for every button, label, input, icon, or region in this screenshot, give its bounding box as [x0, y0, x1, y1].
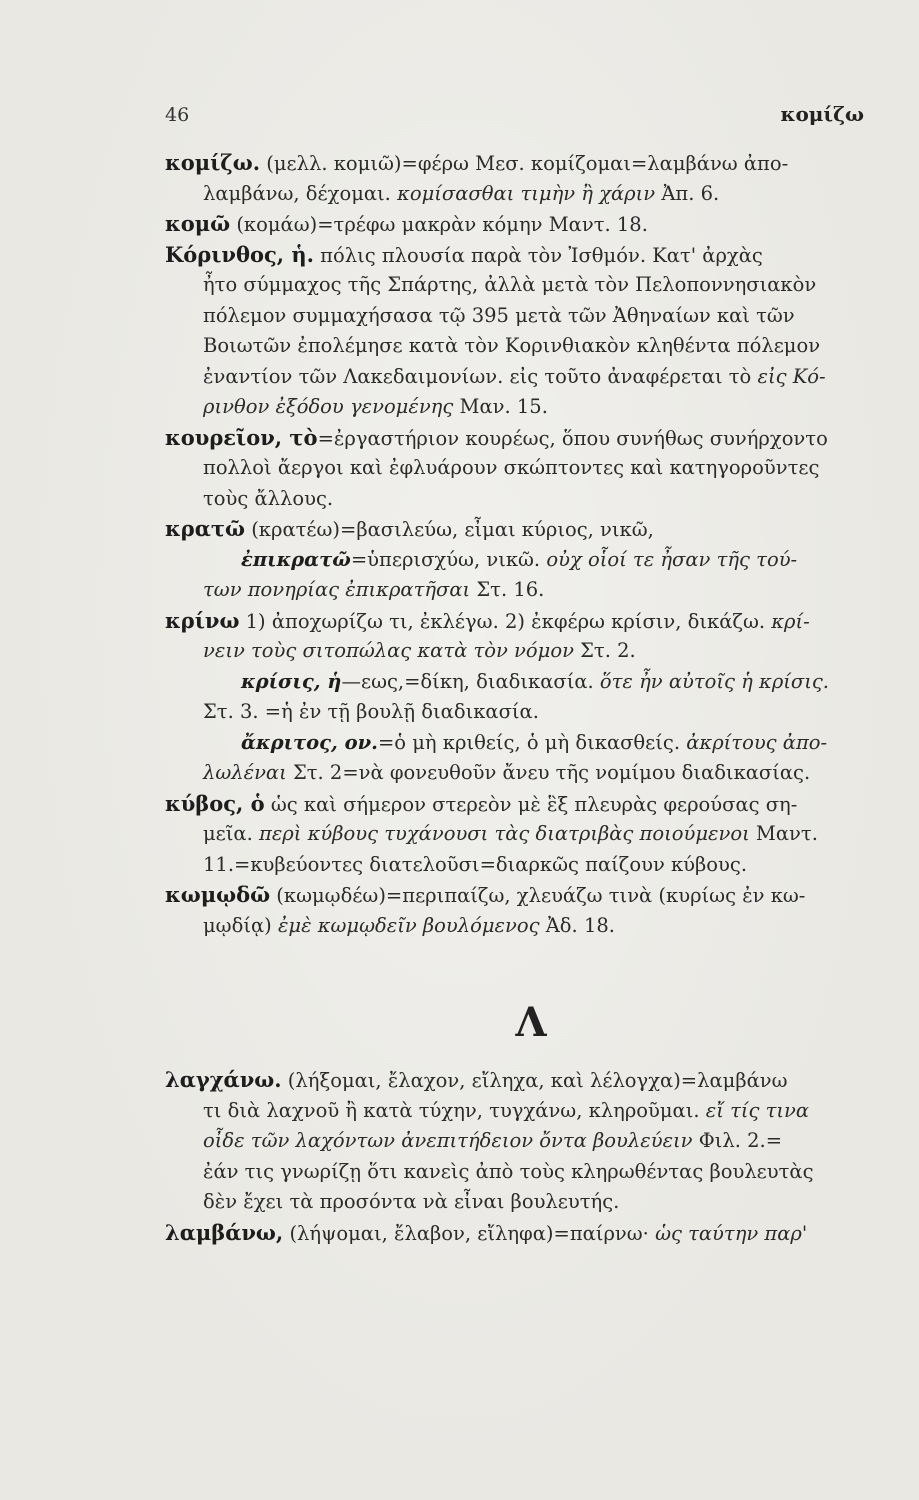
entry-line: [165, 270, 877, 301]
definition-text: λαμβάνω, δέχομαι.: [203, 181, 398, 205]
entry-line: [165, 789, 877, 820]
citation-text: εἴ τίς τινα: [705, 1098, 810, 1122]
citation-text: λωλέναι: [203, 761, 287, 784]
headword: Κόρινθος, ἡ.: [165, 241, 314, 267]
entry-line: [165, 392, 877, 423]
definition-text: (κωμῳδέω)=περιπαίζω, χλευάζω τινὰ (κυρίως ἐν κω-: [270, 884, 806, 907]
entry-line: [165, 179, 877, 210]
page-number: 46: [165, 104, 190, 126]
citation-text: νειν τοὺς σιτοπώλας κατὰ τὸν νόμον: [203, 639, 574, 662]
reference-text: Φιλ. 2.=: [692, 1129, 783, 1152]
headword: κρίνω: [165, 607, 240, 633]
dictionary-entry: [165, 148, 877, 209]
entry-line: [165, 758, 877, 789]
definition-text: =ἐργαστήριον κουρέως, ὅπου συνήθως συνήρχοντο: [317, 426, 828, 450]
dictionary-entry: [165, 606, 877, 789]
definition-text: τι διὰ λαχνοῦ ἢ κατὰ τύχην, τυγχάνω, κληροῦμαι.: [203, 1098, 706, 1122]
definition-text: =ὑπερισχύω, νικῶ.: [350, 547, 547, 571]
definition-text: Στ. 3. =ἡ ἐν τῇ βουλῇ διαδικασία.: [203, 700, 539, 723]
entry-line: [165, 636, 877, 667]
headword: κομίζω.: [165, 150, 261, 175]
entry-line: [165, 362, 877, 393]
citation-text: εἰς Κό-: [757, 364, 826, 388]
section-gap: [165, 941, 877, 991]
reference-text: Ἀδ. 18.: [539, 913, 615, 937]
headword: κρατῶ: [165, 516, 245, 541]
definition-text: ἦτο σύμμαχος τῆς Σπάρτης, ἀλλὰ μετὰ τὸν Πελοποννησιακὸν: [203, 273, 817, 296]
entry-line: [165, 575, 877, 606]
headword: κουρεῖον, τὸ: [165, 424, 318, 450]
headword: κύβος, ὁ: [165, 790, 265, 816]
entry-line: [165, 514, 877, 545]
headword: λαμβάνω,: [165, 1219, 284, 1245]
entry-line: [165, 880, 877, 911]
entry-line: [165, 423, 877, 454]
definition-text: τοὺς ἄλλους.: [203, 486, 334, 510]
reference-text: Ἀπ. 6.: [655, 181, 720, 205]
sub-headword: ἄκριτος, ον.: [241, 730, 378, 754]
entry-line: [165, 301, 877, 332]
dictionary-entry: [165, 1218, 877, 1249]
citation-text: κομίσασθαι τιμὴν ἢ χάριν: [397, 181, 656, 205]
definition-text: =ὁ μὴ κριθείς, ὁ μὴ δικασθείς.: [377, 730, 687, 754]
citation-text: περὶ κύβους τυχάνουσι τὰς διατριβὰς ποιούμενοι: [259, 822, 750, 845]
dictionary-entry: [165, 1065, 877, 1218]
definition-text: πολλοὶ ἄεργοι καὶ ἐφλυάρουν σκώπτοντες καὶ κατηγοροῦντες: [203, 456, 820, 479]
definition-text: μῳδίᾳ): [203, 913, 278, 937]
reference-text: Στ. 2.: [573, 639, 636, 662]
entry-line: [165, 331, 877, 362]
dictionary-entry: [165, 240, 877, 423]
running-head: κομίζω: [780, 102, 864, 126]
citation-text: ὅτε ἦν αὐτοῖς ἡ κρίσις.: [599, 669, 830, 693]
section-letter: Λ: [515, 999, 547, 1046]
dictionary-body: [165, 148, 877, 1248]
entry-line: [165, 667, 877, 698]
definition-text: ὡς καὶ σήμερον στερεὸν μὲ ἓξ πλευρὰς φερούσας ση-: [264, 792, 798, 816]
entry-line: [165, 1096, 877, 1127]
entry-line: [165, 819, 877, 850]
definition-text: (λήξομαι, ἔλαχον, εἴληχα, καὶ λέλογχα)=λαμβάνω: [281, 1069, 788, 1092]
sub-headword: ἐπικρατῶ: [241, 547, 351, 571]
citation-text: οὐχ οἷοί τε ἦσαν τῆς τού-: [546, 547, 798, 571]
definition-text: (κρατέω)=βασιλεύω, εἶμαι κύριος, νικῶ,: [245, 518, 654, 541]
entry-line: [165, 1187, 877, 1218]
definition-text: (λήψομαι, ἔλαβον, εἴληφα)=παίρνω·: [283, 1221, 656, 1245]
dictionary-entry: [165, 423, 877, 515]
section-spacer: [165, 1055, 877, 1065]
citation-text: ἐμὲ κωμῳδεῖν βουλόμενος: [277, 913, 540, 937]
citation-text: των πονηρίας ἐπικρατῆσαι: [203, 578, 471, 601]
reference-text: Στ. 2=νὰ φονευθοῦν ἄνευ τῆς νομίμου διαδικασίας.: [286, 761, 811, 784]
definition-text: (κομάω)=τρέφω μακρὰν κόμην Μαντ. 18.: [230, 213, 648, 236]
citation-text: κρί-: [771, 609, 810, 633]
definition-text: ἐάν τις γνωρίζῃ ὅτι κανεὶς ἀπὸ τοὺς κληρωθέντας βουλευτὰς: [203, 1159, 814, 1183]
entry-line: [165, 606, 877, 637]
definition-text: πόλεμον συμμαχήσασα τῷ 395 μετὰ τῶν Ἀθηναίων καὶ τῶν: [203, 303, 795, 327]
citation-text: ὡς ταύτην παρ': [655, 1221, 808, 1245]
entry-line: [165, 240, 877, 271]
entry-line: [165, 545, 877, 576]
reference-text: Μαντ.: [749, 822, 818, 845]
entry-line: [165, 911, 877, 942]
dictionary-entry: [165, 209, 877, 240]
definition-text: 11.=κυβεύοντες διατελοῦσι=διαρκῶς παίζουν κύβους.: [203, 852, 748, 876]
entry-line: [165, 850, 877, 881]
entry-line: [165, 728, 877, 759]
entry-line: [165, 1218, 877, 1249]
definition-text: δὲν ἔχει τὰ προσόντα νὰ εἶναι βουλευτής.: [203, 1190, 620, 1213]
definition-text: 1) ἀποχωρίζω τι, ἐκλέγω. 2) ἐκφέρω κρίσιν, δικάζω.: [239, 609, 772, 633]
entry-line: [165, 1157, 877, 1188]
citation-text: ἀκρίτους ἀπο-: [686, 730, 828, 754]
dictionary-entry: [165, 880, 877, 941]
entry-line: [165, 209, 877, 240]
page-header: [165, 100, 864, 140]
headword: κομῶ: [165, 211, 231, 236]
definition-text: —εως,=δίκη, διαδικασία.: [341, 669, 600, 693]
entry-line: [165, 697, 877, 728]
citation-text: οἶδε τῶν λαχόντων ἀνεπιτήδειον ὄντα βουλεύειν: [203, 1129, 693, 1152]
headword: κωμῳδῶ: [165, 882, 271, 907]
definition-text: (μελλ. κομιῶ)=φέρω Μεσ. κομίζομαι=λαμβάνω ἀπο-: [260, 152, 789, 175]
definition-text: πόλις πλουσία παρὰ τὸν Ἰσθμόν. Κατ' ἀρχὰς: [313, 243, 763, 267]
definition-text: μεῖα.: [203, 822, 259, 845]
definition-text: Βοιωτῶν ἐπολέμησε κατὰ τὸν Κορινθιακὸν κληθέντα πόλεμον: [203, 334, 821, 357]
definition-text: ἐναντίον τῶν Λακεδαιμονίων. εἰς τοῦτο ἀναφέρεται τὸ: [203, 364, 758, 388]
dictionary-entry: [165, 514, 877, 606]
headword: λαγχάνω.: [165, 1067, 282, 1092]
entry-line: [165, 453, 877, 484]
dictionary-entry: [165, 789, 877, 881]
entry-line: [165, 148, 877, 179]
citation-text: ρινθον ἐξόδου γενομένης: [203, 395, 454, 418]
reference-text: Μαν. 15.: [453, 395, 548, 418]
sub-headword: κρίσις, ἡ: [241, 669, 342, 693]
reference-text: Στ. 16.: [470, 578, 545, 601]
entry-line: [165, 1126, 877, 1157]
entry-line: [165, 484, 877, 515]
entry-line: [165, 1065, 877, 1096]
